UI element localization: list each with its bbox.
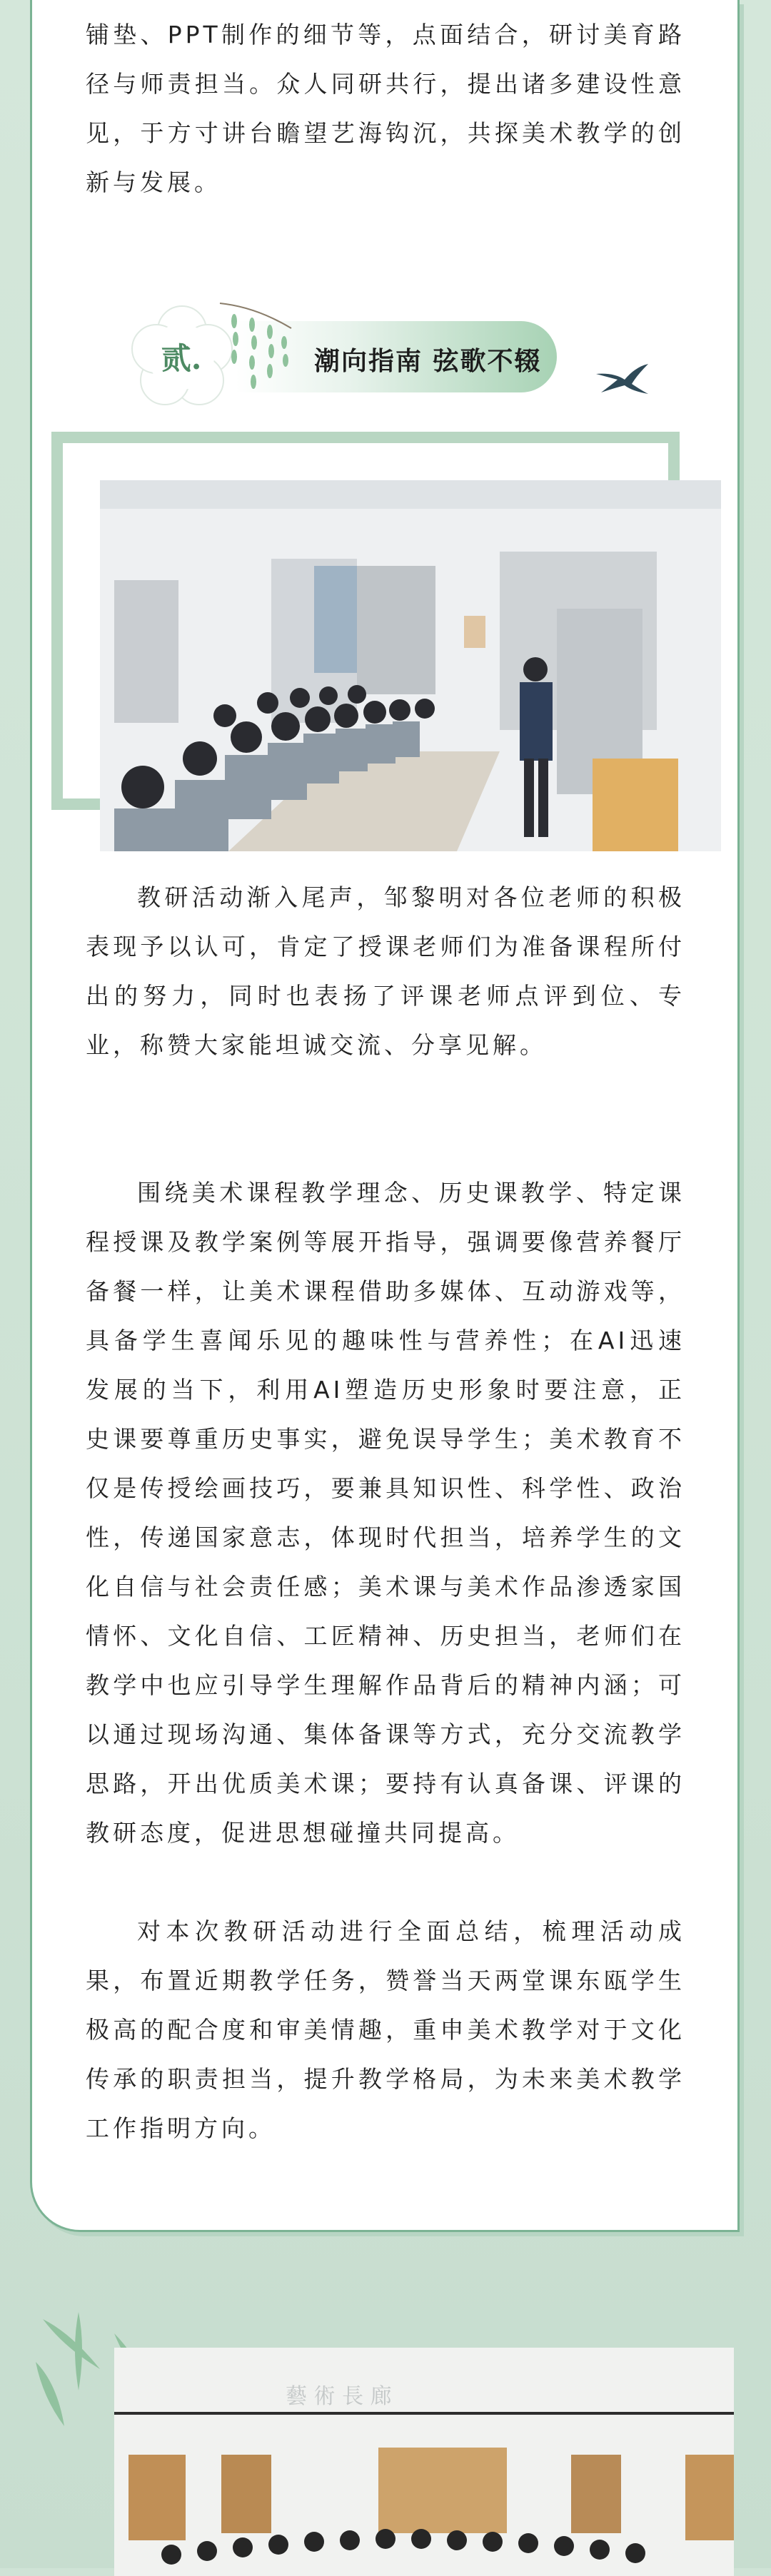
paragraph-intro-continued: 铺垫、PPT制作的细节等，点面结合，研讨美育路径与师责担当。众人同研共行，提出诸多建设性意见，于方寸讲台瞻望艺海钩沉，共探美术教学的创新与发展。	[86, 21, 685, 196]
classroom-photo	[100, 480, 721, 851]
gallery-wall-text: 藝 術 長 廊	[286, 2384, 392, 2409]
willow-branch-icon	[213, 300, 298, 407]
swallow-icon	[593, 360, 650, 395]
classroom-photo-illustration	[100, 480, 721, 851]
paragraph-summary-3: 对本次教研活动进行全面总结，梳理活动成果，布置近期教学任务，赞誉当天两堂课东瓯学生极高的配合度和审美情趣，重申美术教学对于文化传承的职责担当，提升教学格局，为未来美术教学工作指明方向。	[86, 1917, 685, 2142]
group-photo	[114, 2348, 734, 2576]
section-title: 潮向指南 弦歌不辍	[314, 347, 542, 376]
section-header-2	[128, 300, 657, 414]
paragraph-summary-1: 教研活动渐入尾声，邹黎明对各位老师的积极表现予以认可，肯定了授课老师们为准备课程所付出的努力，同时也表扬了评课老师点评到位、专业，称赞大家能坦诚交流、分享见解。	[86, 883, 685, 1059]
group-photo-illustration	[114, 2348, 734, 2576]
section-number: 贰.	[148, 324, 214, 390]
paragraph-summary-2: 围绕美术课程教学理念、历史课教学、特定课程授课及教学案例等展开指导，强调要像营养餐厅备餐一样，让美术课程借助多媒体、互动游戏等，具备学生喜闻乐见的趣味性与营养性；在AI迅速发展的当下，利用AI塑造历史形象时要注意，正史课要尊重历史事实，避免误导学生；美术教育不仅是传授绘画技巧，要兼具知识性、科学性、政治性，传递国家意志，体现时代担当，培养学生的文化自信与社会责任感；美术课与美术作品渗透家国情怀、文化自信、工匠精神、历史担当，老师们在教学中也应引导学生理解作品背后的精神内涵；可以通过现场沟通、集体备课等方式，充分交流教学思路，开出优质美术课；要持有认真备课、评课的教研态度，促进思想碰撞共同提高。	[86, 1179, 685, 1847]
